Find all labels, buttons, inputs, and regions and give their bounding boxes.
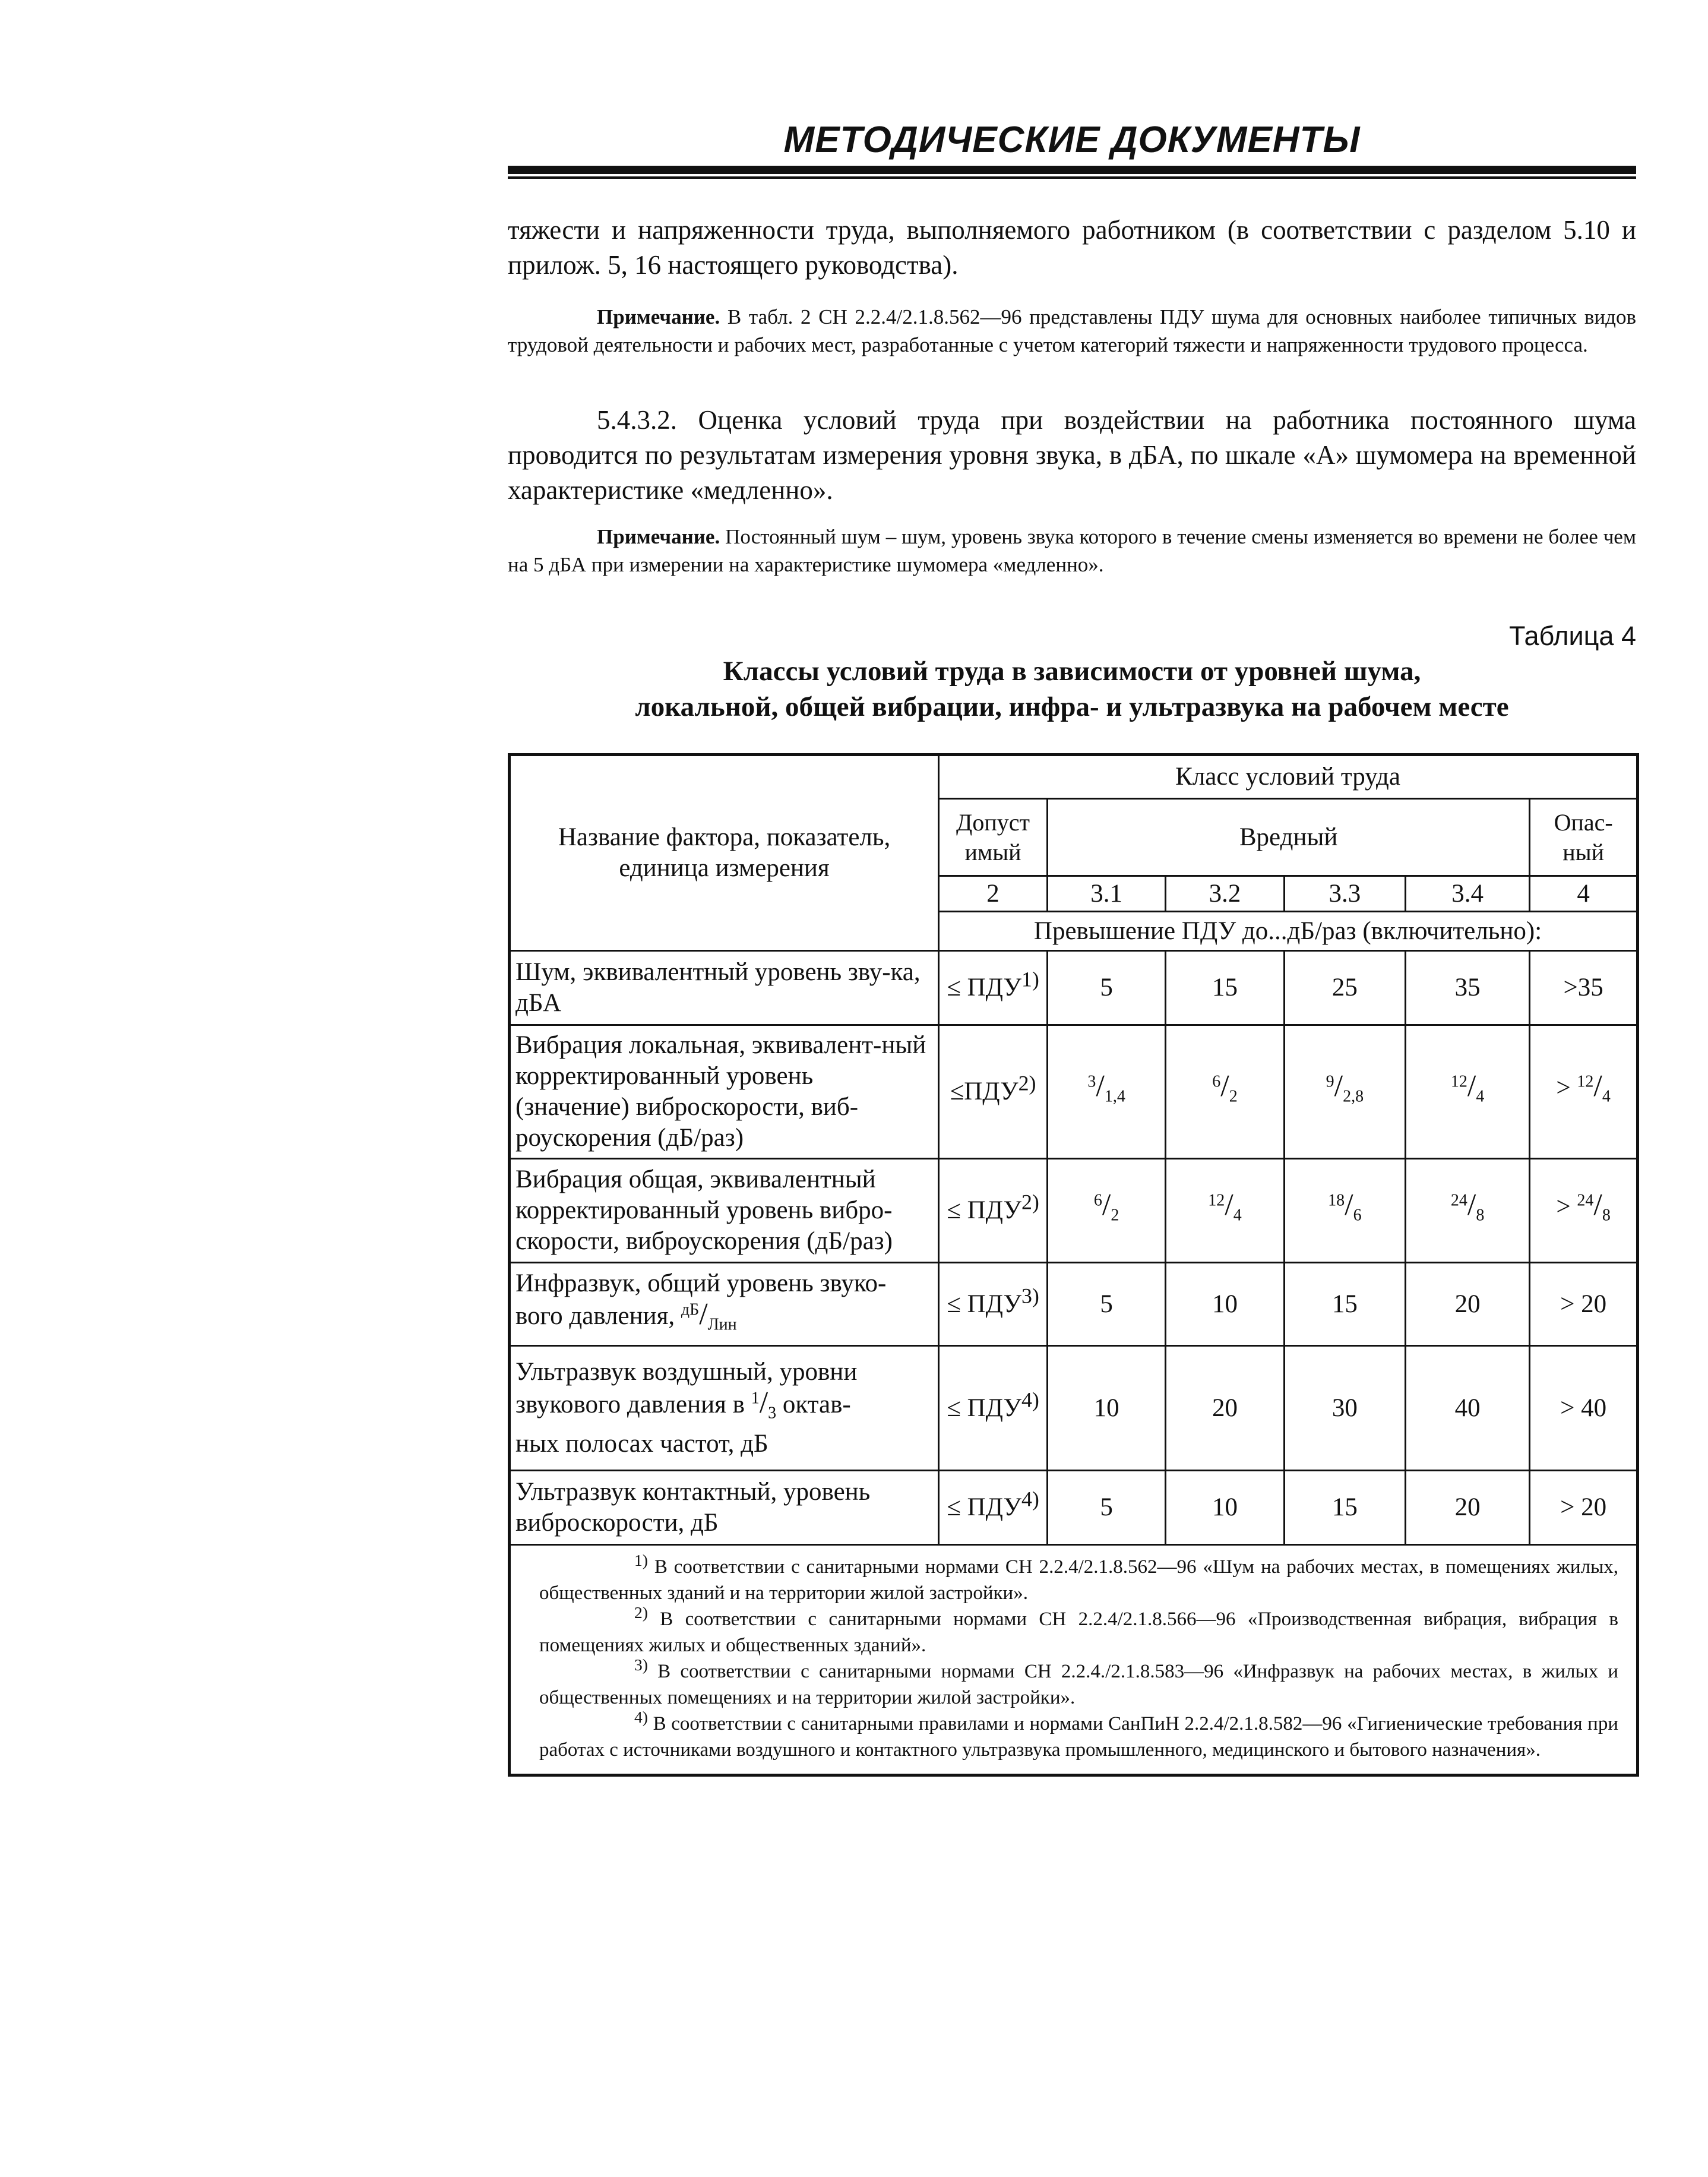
value-cell: 10 [1166,1263,1284,1346]
value-cell: 5 [1047,1263,1165,1346]
value-cell: 35 [1406,951,1530,1025]
header-excess: Превышение ПДУ до...дБ/раз (включительно): [939,912,1638,951]
note-1 [508,303,1636,359]
value-cell: 5 [1047,1471,1165,1545]
fraction-cell: $^{12}/_4$ [1406,1025,1530,1159]
fraction-cell: $^{12}/_4$ [1166,1159,1284,1263]
fraction-cell: $^{18}/_6$ [1284,1159,1405,1263]
header-factor: Название фактора, показатель, единица измерения [510,755,939,951]
value-cell: 15 [1284,1471,1405,1545]
header-rule [508,166,1636,174]
value-cell: 15 [1284,1263,1405,1346]
value-cell: > 20 [1530,1471,1638,1545]
factor-cell: Шум, эквивалентный уровень зву-ка, дБА [510,951,939,1025]
table-row [510,1346,1638,1471]
table-title-line-1: Классы условий труда в зависимости от уровней шума, [723,656,1421,687]
pdu-cell: ≤ $ПДУ^{4)}$ [939,1471,1048,1545]
value-cell: > 20 [1530,1263,1638,1346]
header-code: 4 [1530,876,1638,912]
footnote-1: $^{1)}$ В соответствии с санитарными нормами СН 2.2.4/2.1.8.562—96 «Шум на рабочих местах, в помещениях жилых, общественных зданий и на территории жилой застройки». [539,1551,1618,1604]
note-1-text: В табл. 2 СН 2.2.4/2.1.8.562—96 представлены ПДУ шума для основных наиболее типичных видов трудовой деятельности и рабочих мест, разработанные с учетом категорий тяжести и напряженности трудового процесса. [508,305,1636,356]
factor-cell: Ультразвук контактный, уровень виброскорости, дБ [510,1471,939,1545]
value-cell: 40 [1406,1346,1530,1471]
header-harmful: Вредный [1047,799,1529,876]
footnote-2: $^{2)}$ В соответствии с санитарными нормами СН 2.2.4/2.1.8.566—96 «Производственная вибрация, вибрация в помещениях жилых и общественных зданий». [539,1603,1618,1656]
value-cell: 20 [1406,1263,1530,1346]
header-code: 2 [939,876,1048,912]
table-row [510,1159,1638,1263]
table-title [508,653,1636,725]
value-cell: 20 [1166,1346,1284,1471]
factor-cell: Вибрация общая, эквивалентный корректированный уровень вибро-скорости, виброускорения (дБ/раз) [510,1159,939,1263]
factor-cell: Ультразвук воздушный, уровни звукового давления в $^1/_3$ октав- ных полосах частот, дБ [510,1346,939,1471]
header-class-group: Класс условий труда [939,755,1638,799]
footnote-4: $^{4)}$ В соответствии с санитарными правилами и нормами СанПиН 2.2.4/2.1.8.582—96 «Гигиенические требования при работах с источниками воздушного и контактного ультразвука промышленного, медицинского и бытового назначения». [539,1708,1618,1761]
pdu-cell: ≤ $ПДУ^{1)}$ [939,951,1048,1025]
factor-cell: Инфразвук, общий уровень звуко- вого давления, $^{дБ}/_{Лин}$ [510,1263,939,1346]
fraction-cell: $^6/_2$ [1166,1025,1284,1159]
fraction-cell: $^{24}/_8$ [1406,1159,1530,1263]
pdu-cell: ≤ $ПДУ^{2)}$ [939,1159,1048,1263]
header-allowed: Допуст имый [939,799,1048,876]
value-cell: 30 [1284,1346,1405,1471]
value-cell: 10 [1166,1471,1284,1545]
note-2-label: Примечание. [597,525,720,548]
table-row [510,1025,1638,1159]
note-2-text: Постоянный шум – шум, уровень звука которого в течение смены изменяется во времени не более чем на 5 дБА при измерении на характеристике шумомера «медленно». [508,525,1636,576]
fraction-cell: $^9/_{2,8}$ [1284,1025,1405,1159]
table-row [510,1263,1638,1346]
value-cell: 10 [1047,1346,1165,1471]
table-title-line-2: локальной, общей вибрации, инфра- и ультразвука на рабочем месте [635,691,1509,722]
paragraph-5-4-3-2: 5.4.3.2. Оценка условий труда при воздействии на работника постоянного шума проводится по результатам измерения уровня звука, в дБА, по шкале «А» шумомера на временной характеристике «медленно». [508,405,1636,505]
page-header [508,119,1636,179]
value-cell: 15 [1166,951,1284,1025]
note-1-label: Примечание. [597,305,720,328]
fraction-cell: > $^{12}/_4$ [1530,1025,1638,1159]
pdu-cell: ≤ $ПДУ^{3)}$ [939,1263,1048,1346]
footnotes-row [510,1545,1638,1775]
header-code: 3.4 [1406,876,1530,912]
header-dangerous: Опас-ный [1530,799,1638,876]
value-cell: >35 [1530,951,1638,1025]
header-code: 3.1 [1047,876,1165,912]
paragraph-continuation: тяжести и напряженности труда, выполняемого работником (в соответствии с разделом 5.10 и прилож. 5, 16 настоящего руководства). [508,215,1636,280]
fraction-cell: $^3/_{1,4}$ [1047,1025,1165,1159]
header-code: 3.3 [1284,876,1405,912]
value-cell: > 40 [1530,1346,1638,1471]
value-cell: 20 [1406,1471,1530,1545]
table-row [510,1471,1638,1545]
footnotes-cell [510,1545,1638,1775]
fraction-cell: > $^{24}/_8$ [1530,1159,1638,1263]
table-number: Таблица 4 [1509,621,1636,651]
table-row [510,951,1638,1025]
fraction-cell: $^6/_2$ [1047,1159,1165,1263]
factor-cell: Вибрация локальная, эквивалент-ный корректированный уровень (значение) виброскорости, виб-роускорения (дБ/раз) [510,1025,939,1159]
footnote-3: $^{3)}$ В соответствии с санитарными нормами СН 2.2.4./2.1.8.583—96 «Инфразвук на рабочих местах, в жилых и общественных помещениях и на территории жилой застройки». [539,1655,1618,1708]
header-title: МЕТОДИЧЕСКИЕ ДОКУМЕНТЫ [783,119,1361,160]
value-cell: 25 [1284,951,1405,1025]
header-code: 3.2 [1166,876,1284,912]
pdu-cell: ≤ $ПДУ^{4)}$ [939,1346,1048,1471]
pdu-cell: $\le ПДУ^{2)}$ [939,1025,1048,1159]
header-rule-thin [508,176,1636,179]
conditions-table [508,753,1639,1777]
note-2 [508,523,1636,579]
value-cell: 5 [1047,951,1165,1025]
